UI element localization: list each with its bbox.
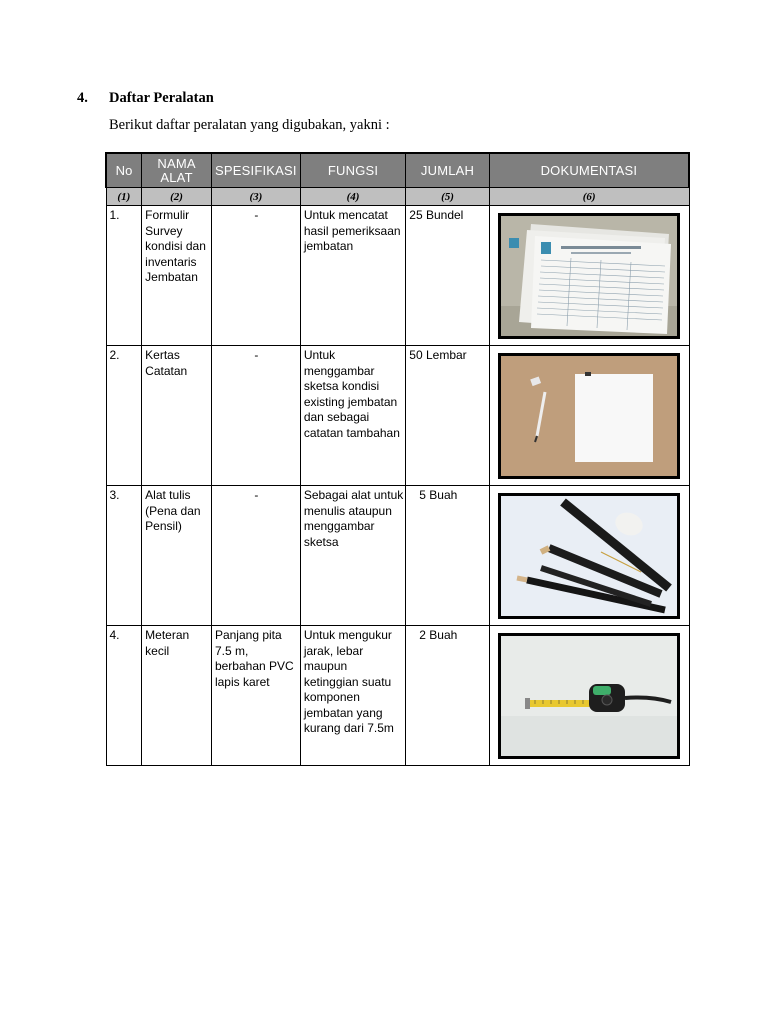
column-number: (4) <box>300 188 405 206</box>
equipment-name: Alat tulis (Pena dan Pensil) <box>145 488 201 533</box>
column-number: (2) <box>142 188 212 206</box>
cell-jumlah <box>406 346 489 486</box>
header-fungsi: FUNGSI <box>300 153 405 188</box>
header-jumlah: JUMLAH <box>406 153 489 188</box>
cell-fungsi <box>300 346 405 486</box>
table-column-number-row <box>106 188 689 206</box>
cell-no <box>106 486 142 626</box>
survey-forms-photo <box>498 213 680 339</box>
row-number: 4. <box>109 628 120 642</box>
header-no: No <box>106 153 142 188</box>
table-row <box>106 346 689 486</box>
section-heading <box>77 90 214 107</box>
row-number: 1. <box>109 208 120 222</box>
equipment-table <box>105 152 690 766</box>
cell-dokumentasi <box>489 346 689 486</box>
cell-fungsi <box>300 486 405 626</box>
column-number: (1) <box>106 188 142 206</box>
equipment-quantity: 5 Buah <box>419 488 458 502</box>
column-number: (6) <box>489 188 689 206</box>
equipment-function: Untuk mencatat hasil pemeriksaan jembatan <box>303 208 401 253</box>
cell-fungsi <box>300 206 405 346</box>
cell-jumlah <box>406 626 489 766</box>
equipment-quantity: 25 Bundel <box>409 208 464 222</box>
row-number: 3. <box>109 488 120 502</box>
cell-no <box>106 626 142 766</box>
equipment-name: Meteran kecil <box>145 628 190 658</box>
equipment-name: Kertas Catatan <box>145 348 188 378</box>
equipment-name: Formulir Survey kondisi dan inventaris Jembatan <box>145 208 206 284</box>
cell-spesifikasi <box>211 626 300 766</box>
table-row <box>106 626 689 766</box>
measuring-tape-photo <box>498 633 680 759</box>
header-nama-alat <box>142 153 212 188</box>
equipment-spec: - <box>254 488 259 502</box>
header-dokumentasi: DOKUMENTASI <box>489 153 689 188</box>
cell-dokumentasi <box>489 206 689 346</box>
equipment-spec: - <box>254 348 259 362</box>
column-number: (3) <box>211 188 300 206</box>
equipment-spec: - <box>254 208 259 222</box>
cell-nama <box>142 626 212 766</box>
cell-spesifikasi <box>211 486 300 626</box>
header-spesifikasi: SPESIFIKASI <box>211 153 300 188</box>
table-header-row <box>106 153 689 188</box>
cell-spesifikasi <box>211 206 300 346</box>
equipment-function: Untuk menggambar sketsa kondisi existing jembatan dan sebagai catatan tambahan <box>303 348 400 440</box>
row-number: 2. <box>109 348 120 362</box>
cell-nama <box>142 206 212 346</box>
equipment-quantity: 2 Buah <box>419 628 458 642</box>
table-row <box>106 206 689 346</box>
cell-spesifikasi <box>211 346 300 486</box>
pens-pencils-photo <box>498 493 680 619</box>
equipment-spec: Panjang pita 7.5 m, berbahan PVC lapis karet <box>214 628 294 689</box>
cell-no <box>106 206 142 346</box>
section-intro: Berikut daftar peralatan yang digubakan, yakni : <box>109 117 390 133</box>
column-number: (5) <box>406 188 489 206</box>
section-title: Daftar Peralatan <box>109 90 214 106</box>
equipment-function: Sebagai alat untuk menulis ataupun menggambar sketsa <box>303 488 404 549</box>
equipment-quantity: 50 Lembar <box>409 348 467 362</box>
header-nama-alat-label: NAMA ALAT <box>157 155 196 185</box>
cell-nama <box>142 486 212 626</box>
equipment-function: Untuk mengukur jarak, lebar maupun ketinggian suatu komponen jembatan yang kurang dari 7.5m <box>303 628 394 735</box>
cell-nama <box>142 346 212 486</box>
blank-paper-photo <box>498 353 680 479</box>
section-number: 4. <box>77 90 88 106</box>
cell-jumlah <box>406 206 489 346</box>
table-row <box>106 486 689 626</box>
cell-fungsi <box>300 626 405 766</box>
cell-dokumentasi <box>489 486 689 626</box>
cell-no <box>106 346 142 486</box>
cell-jumlah <box>406 486 489 626</box>
cell-dokumentasi <box>489 626 689 766</box>
